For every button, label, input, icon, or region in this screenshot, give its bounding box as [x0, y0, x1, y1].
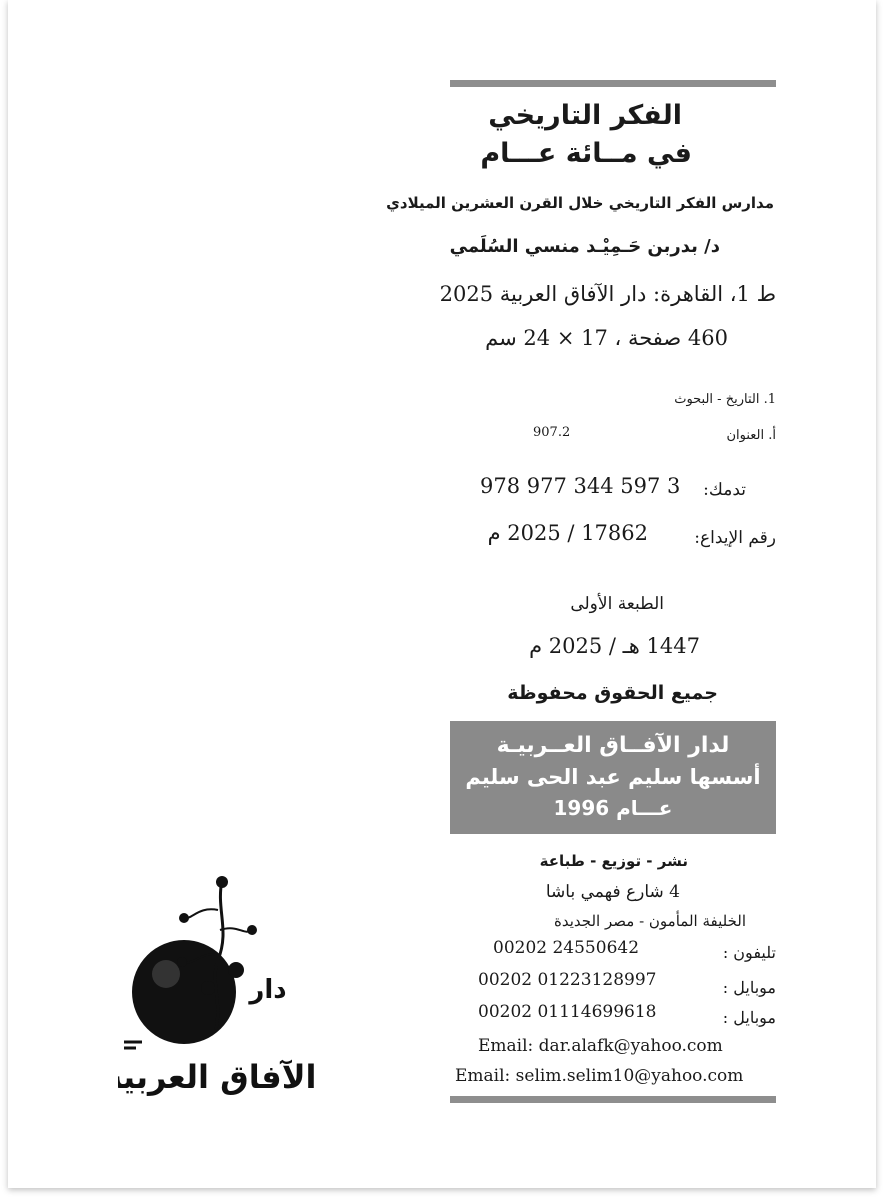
logo-text-main: الآفاق العربية	[118, 1058, 317, 1096]
phone-label: تليفون :	[722, 943, 776, 962]
email-2: Email: selim.selim10@yahoo.com	[455, 1066, 744, 1086]
deposit-value: 17862 / 2025 م	[487, 521, 648, 545]
book-title-line1: الفكر التاريخي	[488, 100, 682, 131]
title-entry: أ. العنوان	[726, 428, 776, 443]
publisher-logo	[118, 870, 318, 1100]
edition-info: ط 1، القاهرة: دار الآفاق العربية 2025	[439, 282, 776, 306]
address-line1: 4 شارع فهمي باشا	[545, 882, 680, 902]
edition-year: 1447 هـ / 2025 م	[529, 634, 700, 658]
deposit-label: رقم الإيداع:	[694, 528, 776, 548]
isbn-label: تدمك:	[703, 480, 746, 500]
publisher-founder: أسسها سليم عبد الحى سليم	[465, 765, 761, 789]
publisher-logo-icon	[118, 870, 318, 1100]
book-subtitle: مدارس الفكر التاريخي خلال القرن العشرين الميلادي	[386, 194, 774, 212]
author-name: د/ بدربن حَـمِيْـد منسي السُلَمي	[449, 236, 720, 257]
pages-size: 460 صفحة ، 17 × 24 سم	[485, 326, 728, 350]
publisher-services: نشر - توزيع - طباعة	[539, 852, 688, 870]
email-1: Email: dar.alafk@yahoo.com	[478, 1036, 723, 1056]
bottom-rule	[450, 1096, 776, 1103]
publisher-box	[450, 721, 776, 834]
rights-reserved: جميع الحقوق محفوظة	[507, 682, 718, 704]
edition-label: الطبعة الأولى	[570, 594, 664, 614]
mobile1-label: موبايل :	[722, 978, 776, 997]
top-rule	[450, 80, 776, 87]
mobile2-value: 00202 01114699618	[478, 1002, 657, 1022]
isbn-value: 978 977 344 597 3	[480, 474, 681, 498]
publisher-name: لدار الآفــاق العــربيـة	[496, 733, 730, 758]
subject-heading: 1. التاريخ - البحوث	[674, 392, 776, 407]
classification-number: 907.2	[533, 425, 571, 440]
mobile1-value: 00202 01223128997	[478, 970, 657, 990]
phone-value: 00202 24550642	[493, 938, 640, 958]
book-title-line2: في مــائة عـــام	[480, 138, 692, 169]
logo-text-top: دار	[249, 975, 287, 1005]
publisher-founded: عـــام 1996	[553, 796, 673, 820]
address-line2: الخليفة المأمون - مصر الجديدة	[554, 912, 746, 930]
mobile2-label: موبايل :	[722, 1008, 776, 1027]
